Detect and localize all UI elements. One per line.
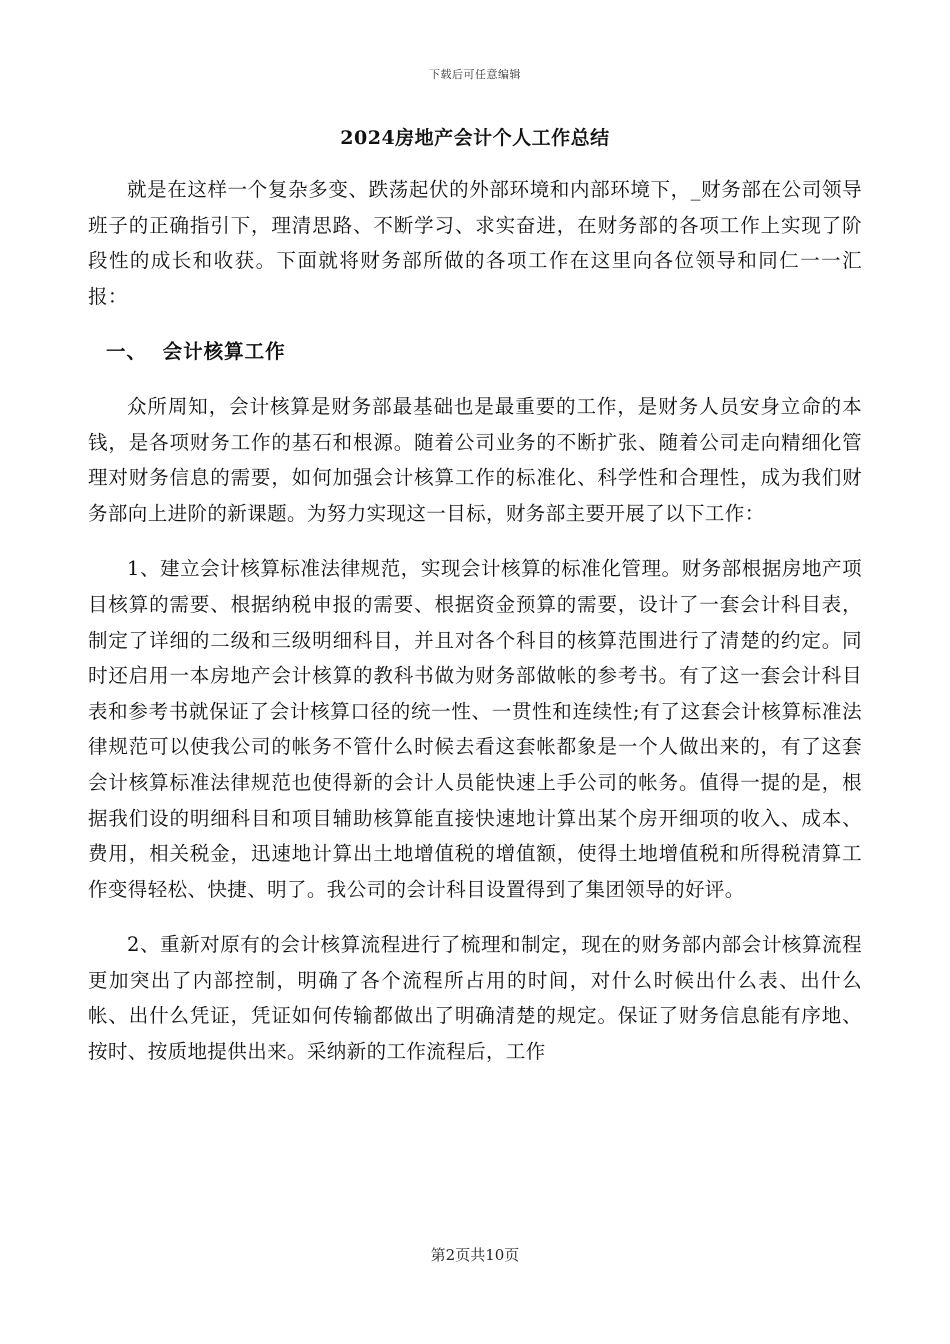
intro-paragraph: 就是在这样一个复杂多变、跌荡起伏的外部环境和内部环境下，_财务部在公司领导班子的正确指引下，理清思路、不断学习、求实奋进，在财务部的各项工作上实现了阶段性的成长和收获。下面就将财务部所做的各项工作在这里向各位领导和同仁一一汇报：	[88, 178, 862, 308]
page-header-note: 下载后可任意编辑	[429, 68, 521, 81]
document-body	[88, 172, 862, 1090]
list-item-paragraph: 1、建立会计核算标准法律规范，实现会计核算的标准化管理。财务部根据房地产项目核算的需要、根据纳税申报的需要、根据资金预算的需要，设计了一套会计科目表，制定了详细的二级和三级明细科目，并且对各个科目的核算范围进行了清楚的约定。同时还启用一本房地产会计核算的教科书做为财务部做帐的参考书。有了这一套会计科目表和参考书就保证了会计核算口径的统一性、一贯性和连续性;有了这套会计核算标准法律规范可以使我公司的帐务不管什么时候去看这套帐都象是一个人做出来的，有了这套会计核算标准法律规范也使得新的会计人员能快速上手公司的帐务。值得一提的是，根据我们设的明细科目和项目辅助核算能直接快速地计算出某个房开细项的收入、成本、费用，相关税金，迅速地计算出土地增值税的增值额，使得土地增值税和所得税清算工作变得轻松、快捷、明了。我公司的会计科目设置得到了集团领导的好评。	[88, 557, 862, 901]
section-paragraph: 众所周知，会计核算是财务部最基础也是最重要的工作，是财务人员安身立命的本钱，是各项财务工作的基石和根源。随着公司业务的不断扩张、随着公司走向精细化管理对财务信息的需要，如何加强会计核算工作的标准化、科学性和合理性，成为我们财务部向上进阶的新课题。为努力实现这一目标，财务部主要开展了以下工作：	[88, 394, 862, 525]
list-item-paragraph: 2、重新对原有的会计核算流程进行了梳理和制定，现在的财务部内部会计核算流程更加突出了内部控制，明确了各个流程所占用的时间，对什么时候出什么表、出什么帐、出什么凭证，凭证如何传输都做出了明确清楚的规定。保证了财务信息能有序地、按时、按质地提供出来。采纳新的工作流程后，工作	[88, 933, 862, 1064]
page-number: 第2页共10页	[430, 1246, 520, 1264]
document-title: 2024房地产会计个人工作总结	[340, 127, 610, 149]
section-heading: 一、 会计核算工作	[106, 340, 286, 364]
